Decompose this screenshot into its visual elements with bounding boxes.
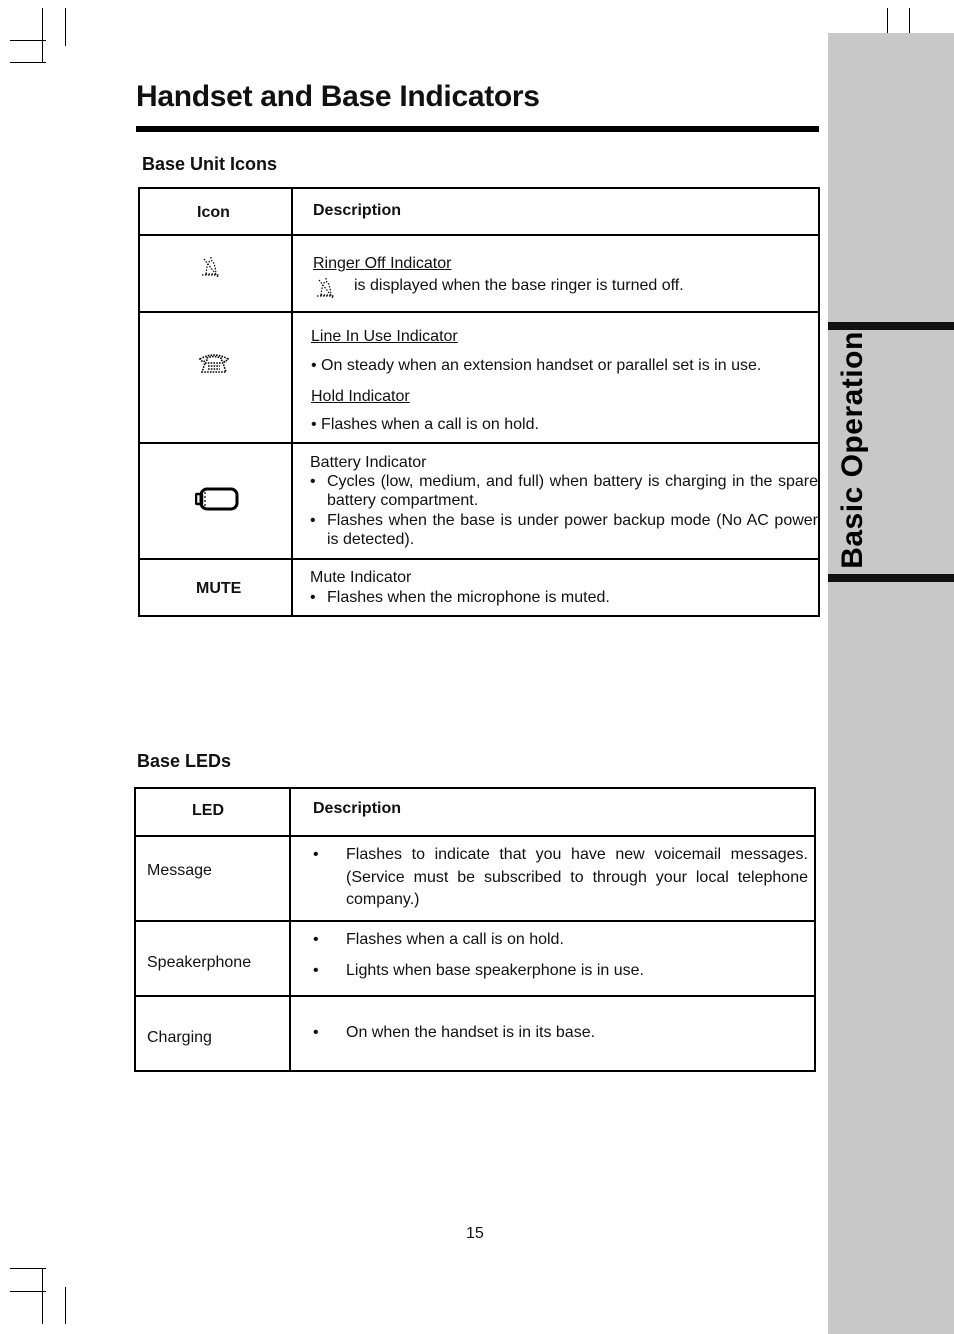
battery-bullet-1: Cycles (low, medium, and full) when battery is charging in the spare battery compartment. — [327, 473, 818, 509]
led-speakerphone-label: Speakerphone — [147, 954, 252, 971]
hold-indicator-title: Hold Indicator — [311, 388, 410, 405]
list-item: • Flashes when a call is on hold. — [311, 930, 808, 949]
table-row — [140, 311, 818, 443]
led-message-label: Message — [147, 862, 212, 879]
table-row — [140, 234, 818, 312]
icon-column-header: Icon — [197, 204, 230, 221]
base-leds-table — [134, 787, 816, 1072]
bell-off-icon — [313, 275, 339, 306]
list-item: • On when the handset is in its base. — [311, 1023, 808, 1042]
list-item: • Flashes when the base is under power backup mode (No AC power is detected). — [310, 512, 818, 548]
led-charging-label: Charging — [147, 1029, 212, 1046]
line-in-use-phone-icon — [198, 351, 230, 380]
table-row — [136, 835, 814, 921]
mute-bullet: Flashes when the microphone is muted. — [327, 589, 610, 606]
line-in-use-bullet: • On steady when an extension handset or parallel set is in use. — [311, 357, 762, 374]
led-speakerphone-bullet-1: Flashes when a call is on hold. — [346, 931, 564, 948]
list-item: • Lights when base speakerphone is in use. — [311, 961, 808, 980]
table-row — [136, 995, 814, 1072]
table-header-row — [136, 789, 814, 836]
battery-icon — [195, 486, 239, 517]
led-charging-bullet: On when the handset is in its base. — [346, 1024, 596, 1041]
ringer-off-title: Ringer Off Indicator — [313, 255, 452, 272]
led-message-bullet: Flashes to indicate that you have new voicemail messages. (Service must be subscribed to through your local telephone company.) — [346, 846, 808, 908]
led-speakerphone-bullet-2: Lights when base speakerphone is in use. — [346, 962, 644, 979]
side-tab — [828, 33, 954, 1334]
mute-indicator-title: Mute Indicator — [310, 569, 412, 586]
description-column-header: Description — [313, 800, 402, 817]
hold-indicator-bullet: • Flashes when a call is on hold. — [311, 416, 539, 433]
side-tab-label: Basic Operation — [836, 331, 869, 569]
battery-indicator-title: Battery Indicator — [310, 454, 427, 471]
list-item: • Flashes to indicate that you have new voicemail messages. (Service must be subscribed to through your local telephone company.) — [311, 844, 808, 912]
base-unit-icons-table — [138, 187, 820, 617]
battery-bullet-2: Flashes when the base is under power backup mode (No AC power is detected). — [327, 512, 818, 548]
bell-off-icon — [198, 254, 224, 285]
mute-label: MUTE — [196, 580, 242, 597]
page-number: 15 — [466, 1225, 484, 1242]
list-item: • Flashes when the microphone is muted. — [310, 588, 818, 607]
side-tab-bar-top — [828, 322, 954, 330]
ringer-off-text: is displayed when the base ringer is turned off. — [354, 277, 684, 294]
list-item: • Cycles (low, medium, and full) when battery is charging in the spare battery compartment. — [310, 473, 818, 509]
title-rule — [136, 126, 819, 132]
description-column-header: Description — [313, 202, 402, 219]
page-title: Handset and Base Indicators — [136, 80, 540, 113]
base-leds-heading: Base LEDs — [137, 751, 232, 771]
base-unit-icons-heading: Base Unit Icons — [142, 154, 278, 174]
line-in-use-title: Line In Use Indicator — [311, 328, 458, 345]
led-column-header: LED — [192, 802, 224, 819]
table-row — [136, 920, 814, 996]
table-row — [140, 442, 818, 559]
table-row — [140, 558, 818, 617]
side-tab-bar-bottom — [828, 574, 954, 582]
table-header-row — [140, 189, 818, 235]
